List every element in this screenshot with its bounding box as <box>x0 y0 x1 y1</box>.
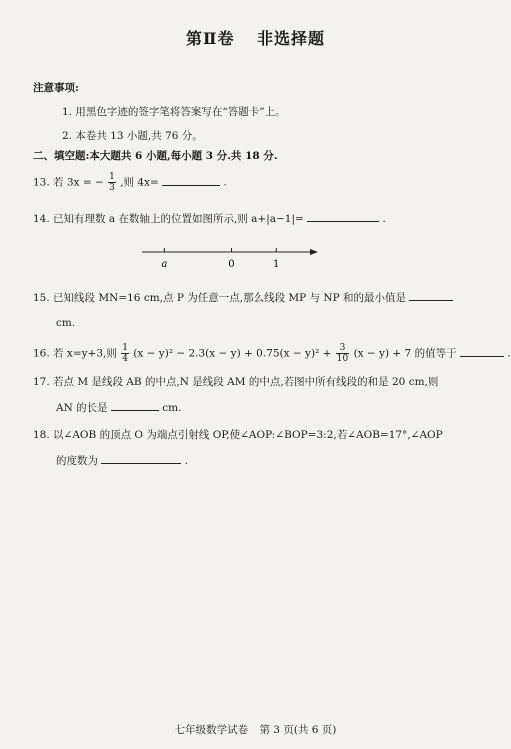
question-17-continued <box>56 400 181 415</box>
question-13 <box>33 172 227 193</box>
page-title <box>0 26 511 49</box>
question-16 <box>33 343 511 364</box>
fraction-denominator: 3 <box>109 183 115 193</box>
number-line-figure <box>130 238 330 272</box>
question-15-continued: cm. <box>56 317 76 329</box>
answer-blank[interactable] <box>162 175 220 186</box>
section-title: 非选择题 <box>257 29 326 48</box>
arrow-right-icon <box>310 249 318 255</box>
question-number: 18. <box>33 429 50 441</box>
punctuation: . <box>223 176 227 189</box>
fraction-numerator: 1 <box>109 172 115 182</box>
question-number: 15. <box>33 292 50 304</box>
expression: (x − y) + 7 的值等于 <box>353 347 457 360</box>
question-number: 13. <box>33 176 50 189</box>
fraction-denominator: 10 <box>336 354 349 364</box>
part-label: 第Ⅱ卷 <box>185 29 235 48</box>
question-number: 14. <box>33 213 50 225</box>
notes-item-1: 1. 用黑色字迹的签字笔将答案写在“答题卡”上。 <box>62 106 286 118</box>
number-line-ticks <box>161 248 279 270</box>
punctuation: . <box>382 213 386 225</box>
question-18-continued <box>56 453 188 468</box>
number-line-tick-label: 1 <box>273 259 280 270</box>
question-14 <box>33 211 386 226</box>
question-text: 若 3x = − <box>53 176 104 189</box>
page-number: 第 3 页(共 6 页) <box>259 724 337 736</box>
fraction-denominator: 4 <box>122 354 128 364</box>
fraction <box>108 172 116 193</box>
number-line-tick-label: 0 <box>228 259 235 270</box>
answer-blank[interactable] <box>460 346 504 357</box>
question-text: 已知线段 MN=16 cm,点 P 为任意一点,那么线段 MP 与 NP 和的最小值是 <box>53 292 406 304</box>
question-number: 16. <box>33 347 50 360</box>
fraction <box>336 343 349 364</box>
question-text: 若点 M 是线段 AB 的中点,N 是线段 AM 的中点,若图中所有线段的和是 20 cm,则 <box>53 376 439 388</box>
question-17 <box>33 374 438 389</box>
question-text: 以∠AOB 的顶点 O 为端点引射线 OP,使∠AOP:∠BOP=3:2,若∠AOB=17°,∠AOP <box>53 429 443 441</box>
question-text: cm. <box>162 402 182 414</box>
question-text: 的度数为 <box>56 455 98 467</box>
number-line-tick-label: a <box>161 259 168 270</box>
notes-item-2: 2. 本卷共 13 小题,共 76 分。 <box>62 130 203 142</box>
section-heading: 二、填空题:本大题共 6 小题,每小题 3 分.共 18 分. <box>33 150 278 162</box>
expression: (x − y)² − 2.3(x − y) + 0.75(x − y)² + <box>133 347 332 360</box>
exam-name: 七年级数学试卷 <box>174 724 249 736</box>
question-text: ,则 4x= <box>120 176 159 189</box>
page-footer <box>0 722 511 737</box>
punctuation: . <box>184 455 189 467</box>
question-text: AN 的长是 <box>56 402 108 414</box>
fraction <box>121 343 129 364</box>
punctuation: . <box>507 347 511 360</box>
question-18 <box>33 427 443 442</box>
answer-blank[interactable] <box>307 211 379 222</box>
fraction-numerator: 3 <box>336 343 349 354</box>
question-15 <box>33 290 453 305</box>
question-text: 已知有理数 a 在数轴上的位置如图所示,则 a+|a−1|= <box>53 213 304 225</box>
notes-heading: 注意事项: <box>33 82 79 94</box>
question-text: 若 x=y+3,则 <box>53 347 117 360</box>
answer-blank[interactable] <box>409 290 453 301</box>
fraction-numerator: 1 <box>122 343 128 353</box>
answer-blank[interactable] <box>101 453 181 464</box>
answer-blank[interactable] <box>111 400 159 411</box>
question-number: 17. <box>33 376 50 388</box>
